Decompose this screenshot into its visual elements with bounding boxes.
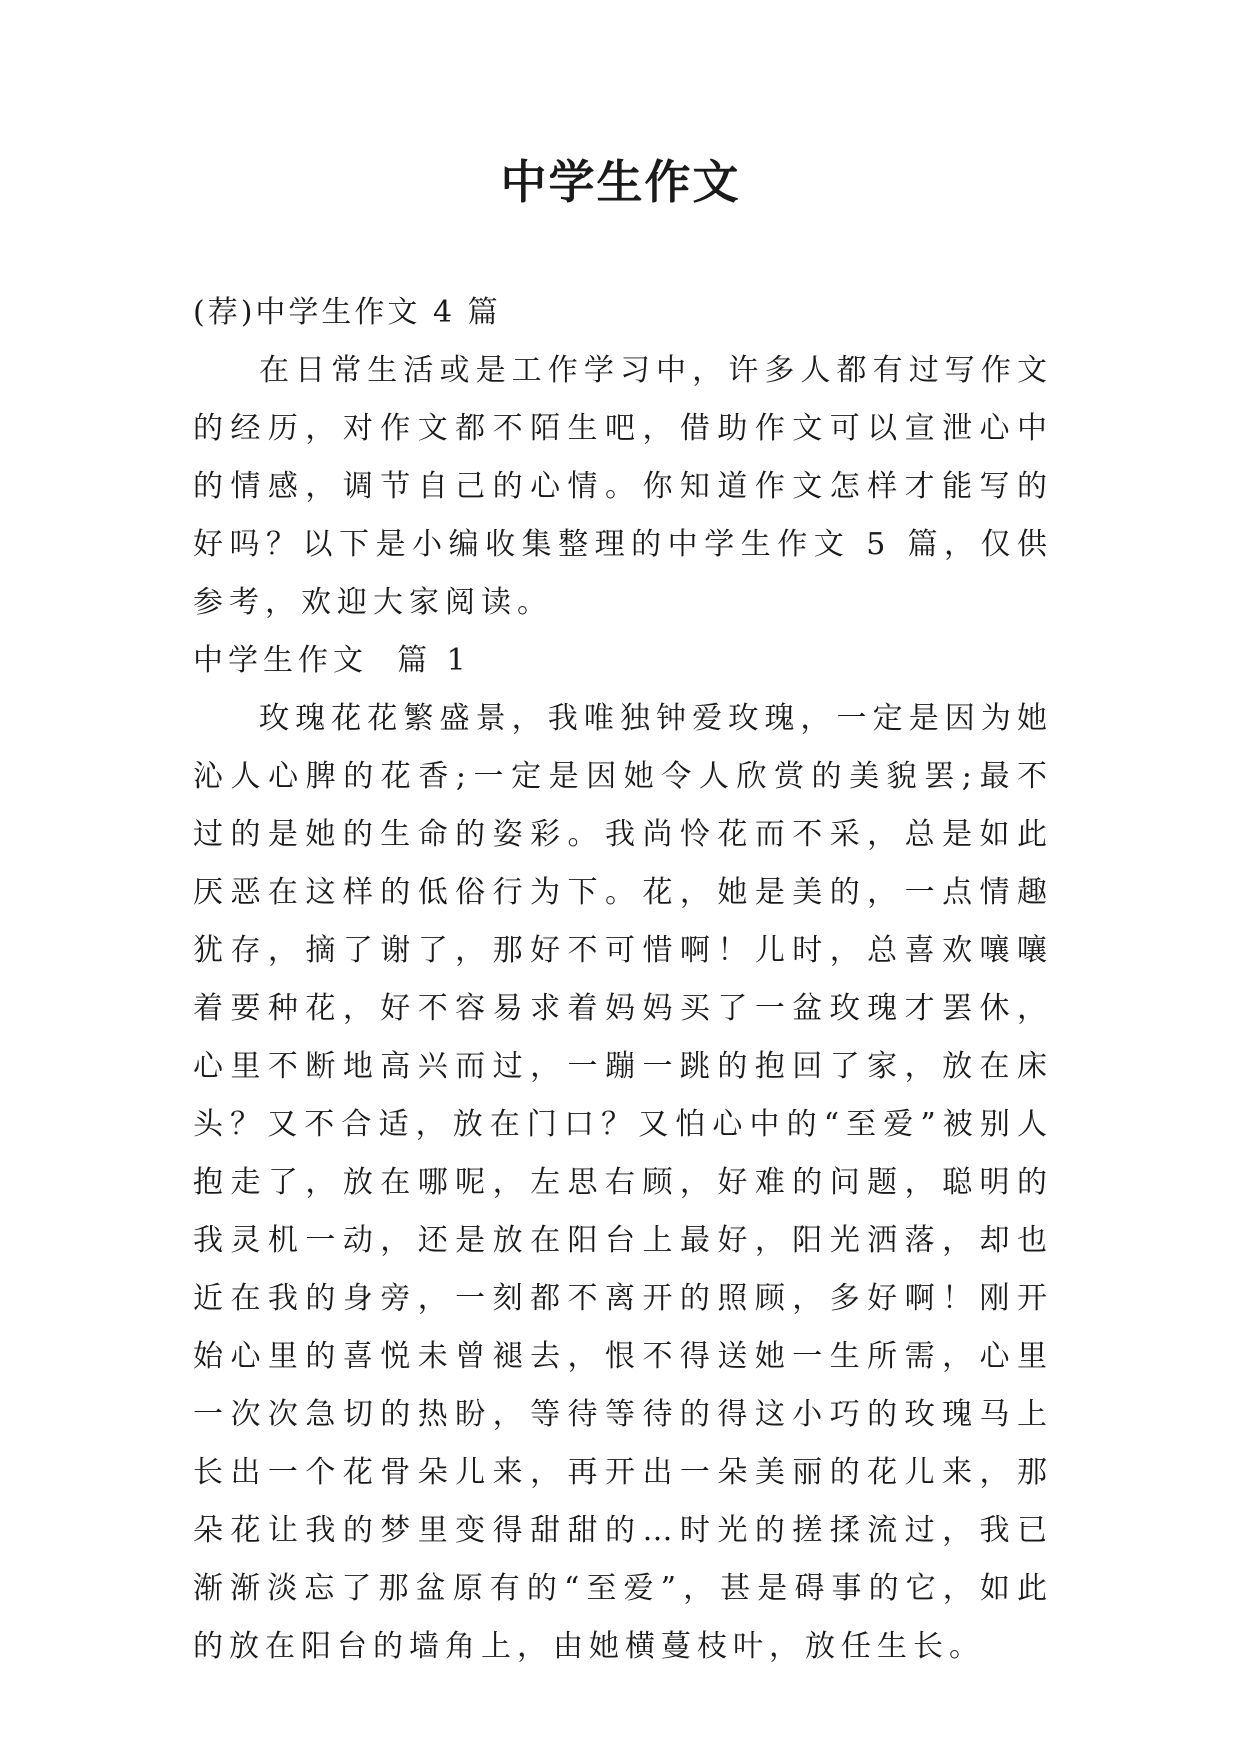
document-body [193, 284, 1053, 1676]
essay-paragraph: 玫瑰花花繁盛景，我唯独钟爱玫瑰，一定是因为她沁人心脾的花香;一定是因她令人欣赏的美貌罢;最不过的是她的生命的姿彩。我尚怜花而不采，总是如此厌恶在这样的低俗行为下。花，她是美的，一点情趣犹存，摘了谢了，那好不可惜啊！儿时，总喜欢嚷嚷着要种花，好不容易求着妈妈买了一盆玫瑰才罢休，心里不断地高兴而过，一蹦一跳的抱回了家，放在床头？又不合适，放在门口？又怕心中的“至爱”被别人抱走了，放在哪呢，左思右顾，好难的问题，聪明的我灵机一动，还是放在阳台上最好，阳光洒落，却也近在我的身旁，一刻都不离开的照顾，多好啊！刚开始心里的喜悦未曾褪去，恨不得送她一生所需，心里一次次急切的热盼，等待等待的得这小巧的玫瑰马上长出一个花骨朵儿来，再开出一朵美丽的花儿来，那朵花让我的梦里变得甜甜的…时光的搓揉流过，我已渐渐淡忘了那盆原有的“至爱”，甚是碍事的它，如此的放在阳台的墙角上，由她横蔓枝叶，放任生长。 [193, 701, 1053, 1664]
document-title: 中学生作文 [500, 155, 741, 209]
section-heading: 中学生作文 篇 1 [193, 643, 471, 678]
document-subtitle: (荐)中学生作文 4 篇 [193, 295, 501, 330]
intro-paragraph: 在日常生活或是工作学习中，许多人都有过写作文的经历，对作文都不陌生吧，借助作文可以宣泄心中的情感，调节自己的心情。你知道作文怎样才能写的好吗？以下是小编收集整理的中学生作文 5 篇，仅供参考，欢迎大家阅读。 [193, 353, 1053, 620]
